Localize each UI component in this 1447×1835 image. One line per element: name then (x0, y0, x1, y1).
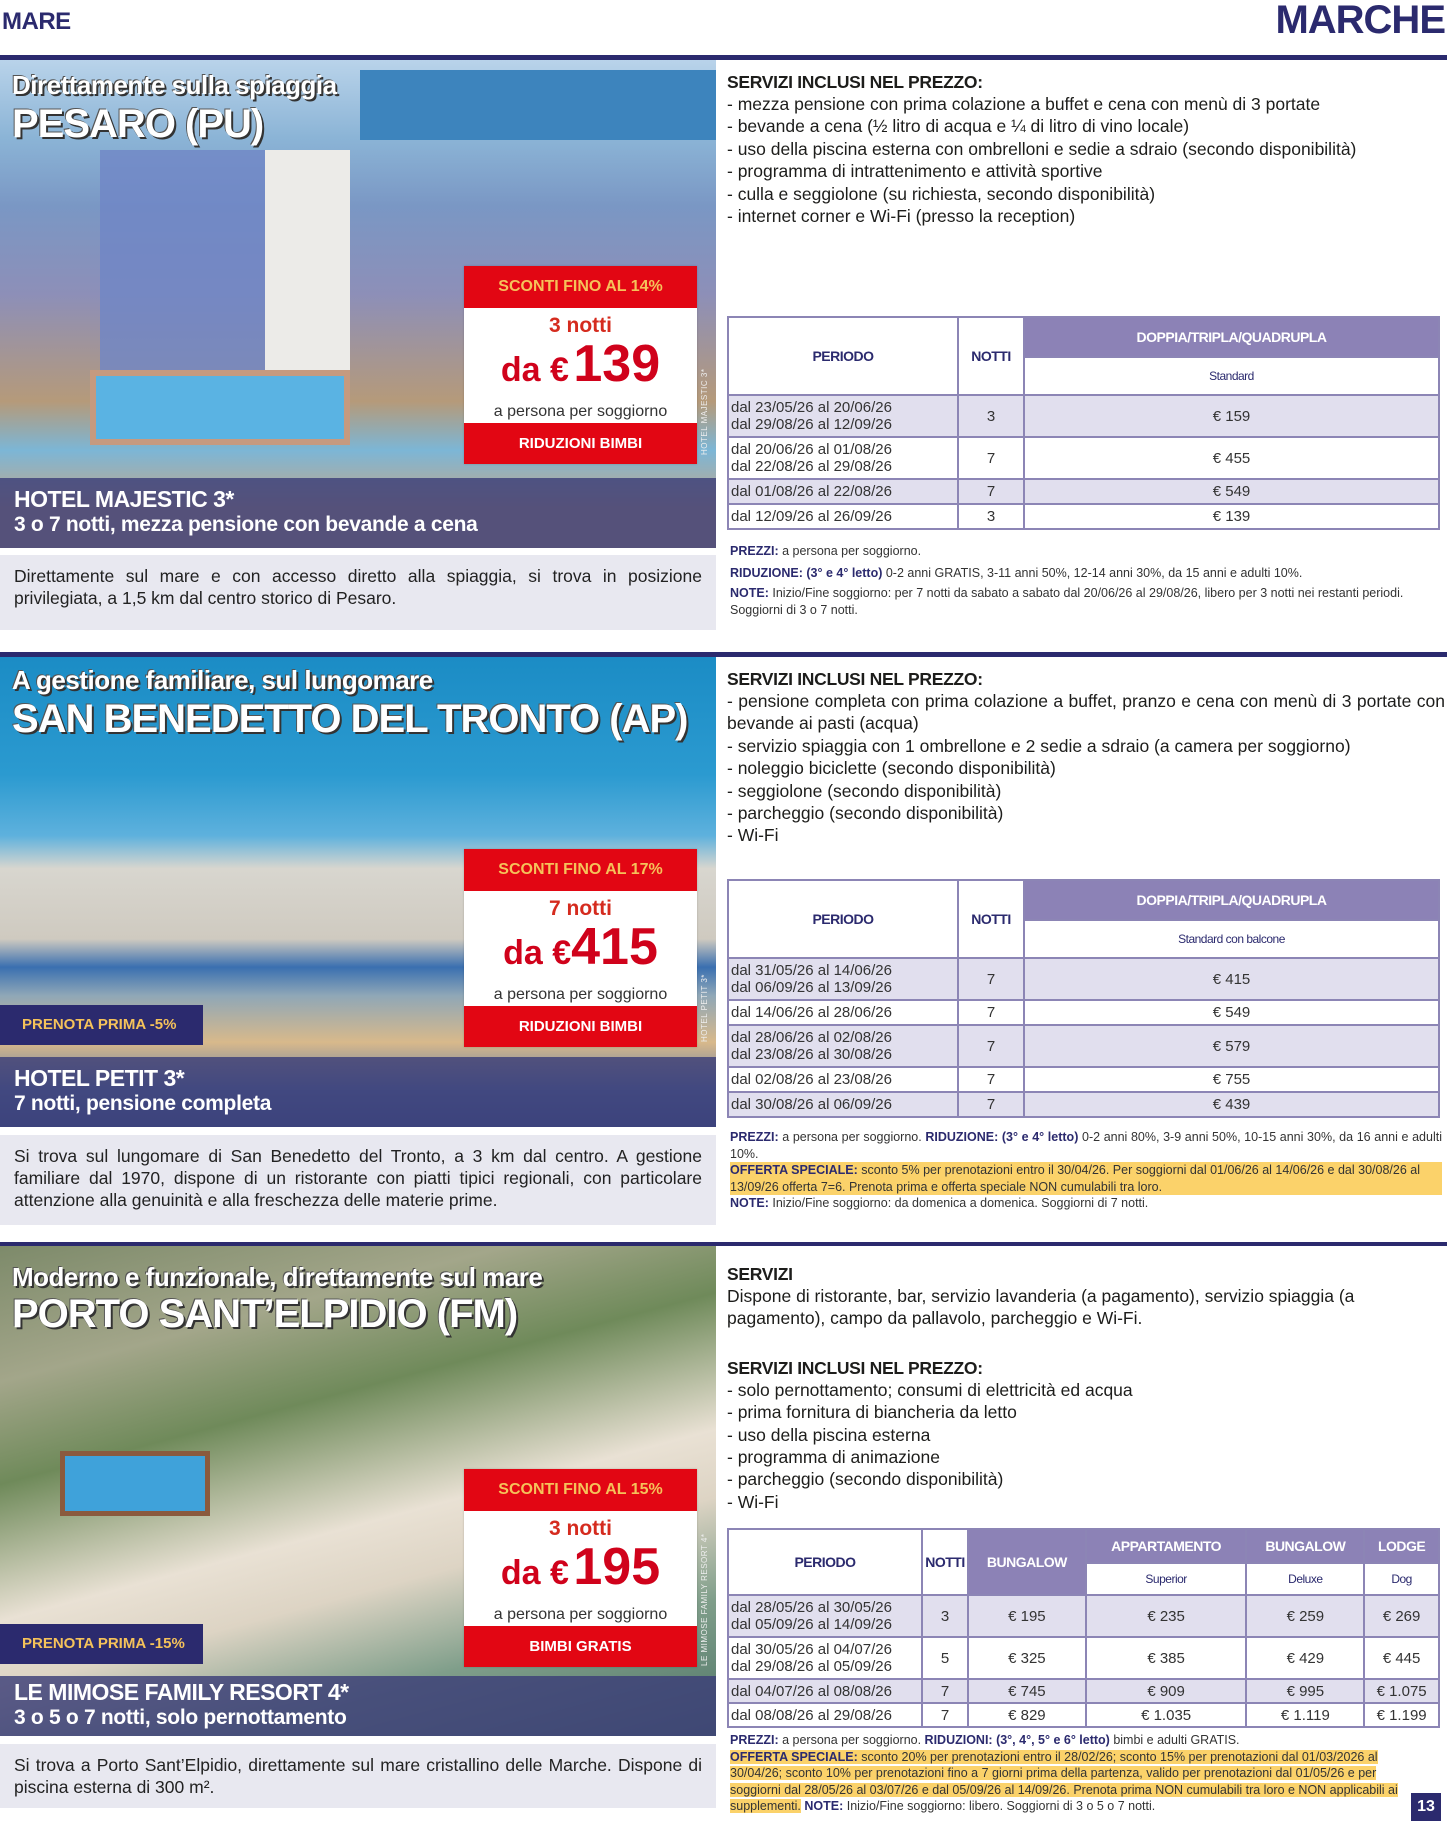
col-room: APPARTAMENTO (1086, 1529, 1247, 1563)
city-title: PORTO SANT’ELPIDIO (FM) (12, 1292, 518, 1336)
discount-label: SCONTI FINO AL 14% (464, 266, 697, 308)
hotel-subtitle: 3 o 7 notti, mezza pensione con bevande a cena (14, 513, 478, 536)
hotel-band (0, 1676, 716, 1736)
table-row: dal 01/08/26 al 22/08/26 7 € 549 (728, 479, 1439, 504)
price-notes: PREZZI: a persona per soggiorno. RIDUZIONE: (3° e 4° letto) 0-2 anni 80%, 3-9 anni 50%, 10-15 anni 30%, da 16 anni e adulti 10%. OFFERTA SPECIALE: sconto 5% per prenotazioni entro il 30/04/26. Per soggiorni dal 01/06/26 al 14/06/26 e dal 30/08/26 al 13/09/26 offerta 7=6. Prenota prima e offerta speciale NON cumulabili tra loro. NOTE: Inizio/Fine soggiorno: da domenica a domenica. Soggiorni di 7 notti. (730, 1130, 1442, 1210)
price-basis: a persona per soggiorno (493, 1606, 668, 1623)
kids-label: RIDUZIONI BIMBI (464, 1006, 697, 1047)
price-basis: a persona per soggiorno (493, 986, 668, 1003)
photo-caption: LE MIMOSE FAMILY RESORT 4* (700, 1533, 709, 1666)
price-notes: PREZZI: a persona per soggiorno. RIDUZIONI: (3°, 4°, 5° e 6° letto) bimbi e adulti GRATIS. OFFERTA SPECIALE: sconto 20% per prenotazioni entro il 28/02/26; sconto 15% per prenotazioni dal 01/03/2026 al 30/04/26; sconto 10% per prenotazioni fino a 7 giorni prima della partenza, valido per prenotazioni dal 01/05/26 e per soggiorni dal 28/05/26 al 03/07/26 e dal 05/09/26 al 14/09/26. Prenota prima NON cumulabili tra loro e NON applicabili ai supplementi. NOTE: Inizio/Fine soggiorno: libero. Soggiorni di 3 o 5 o 7 notti. (730, 1733, 1398, 1813)
hotel-band (0, 478, 716, 548)
city-title: SAN BENEDETTO DEL TRONTO (AP) (12, 697, 688, 741)
service-item: - culla e seggiolone (su richiesta, secondo disponibilità) (727, 183, 1156, 204)
hotel-description: Direttamente sul mare e con accesso diretto alla spiaggia, si trova in posizione privilegiata, a 1,5 km dal centro storico di Pesaro. (0, 555, 716, 630)
hotel-description: Si trova a Porto Sant’Elpidio, direttamente sul mare cristallino delle Marche. Dispone di piscina esterna di 300 m². (0, 1744, 716, 1808)
service-item: - Wi-Fi (727, 825, 779, 846)
services-block (727, 669, 1445, 847)
col-room-sub: Deluxe (1246, 1563, 1364, 1595)
col-room: DOPPIA/TRIPLA/QUADRUPLA (1024, 880, 1439, 920)
tagline: A gestione familiare, sul lungomare (12, 665, 433, 695)
col-room-sub: Superior (1086, 1563, 1247, 1595)
col-room: LODGE (1364, 1529, 1439, 1563)
col-nights: NOTTI (958, 317, 1024, 395)
col-room-sub: Standard (1024, 357, 1439, 395)
col-room-sub: Standard con balcone (1024, 920, 1439, 958)
early-booking-badge: PRENOTA PRIMA -15% (0, 1624, 203, 1664)
col-period: PERIODO (728, 880, 958, 958)
service-item: - bevande a cena (½ litro di acqua e ¼ di litro di vino locale) (727, 116, 1190, 137)
early-booking-badge: PRENOTA PRIMA -5% (0, 1005, 203, 1045)
discount-label: SCONTI FINO AL 15% (464, 1469, 697, 1511)
hotel-photo (0, 60, 716, 548)
kids-label: RIDUZIONI BIMBI (464, 423, 697, 464)
price-from: da € 139 (500, 335, 661, 393)
price-from: da €415 (503, 918, 658, 976)
service-item: - seggiolone (secondo disponibilità) (727, 780, 1002, 801)
hotel-band (0, 1057, 716, 1127)
table-row: dal 28/05/26 al 30/05/26 dal 05/09/26 al 14/09/26 3 € 195 € 235 € 259 € 269 (728, 1595, 1439, 1637)
table-row: dal 30/08/26 al 06/09/26 7 € 439 (728, 1092, 1439, 1117)
price-box (464, 849, 697, 1047)
price-notes: PREZZI: a persona per soggiorno. RIDUZIONE: (3° e 4° letto) 0-2 anni GRATIS, 3-11 anni 50%, 12-14 anni 30%, da 15 anni e adulti 10%. NOTE: Inizio/Fine soggiorno: per 7 notti da sabato a sabato dal 20/06/26 al 29/08/26, libero per 3 notti nei restanti periodi. Soggiorni di 3 o 7 notti. (730, 544, 1404, 617)
special-offer: OFFERTA SPECIALE: sconto 5% per prenotazioni entro il 30/04/26. Per soggiorni dal 01/06/26 al 14/06/26 e dal 30/08/26 al 13/09/26 offerta 7=6. Prenota prima e offerta speciale NON cumulabili tra loro. (730, 1162, 1442, 1195)
services-block (727, 72, 1445, 227)
table-row: dal 12/09/26 al 26/09/26 3 € 139 (728, 504, 1439, 529)
table-row: dal 20/06/26 al 01/08/26 dal 22/08/26 al 29/08/26 7 € 455 (728, 437, 1439, 479)
service-item: - pensione completa con prima colazione a buffet, pranzo e cena con menù di 3 portate con bevande ai pasti (acqua) (727, 691, 1445, 734)
service-item: - solo pernottamento; consumi di elettricità ed acqua (727, 1379, 1133, 1400)
special-offer: OFFERTA SPECIALE: sconto 20% per prenotazioni entro il 28/02/26; sconto 15% per prenotazioni dal 01/03/2026 al 30/04/26; sconto 10% per prenotazioni fino a 7 giorni prima della partenza, valido per prenotazioni dal 01/05/26 e per soggiorni dal 28/05/26 al 03/07/26 e dal 05/09/26 al 14/09/26. Prenota prima NON cumulabili tra loro e NON applicabili ai supplementi. (730, 1749, 1398, 1813)
service-item: - internet corner e Wi-Fi (presso la reception) (727, 206, 1076, 227)
col-room-sub: Dog (1364, 1563, 1439, 1595)
page-header (0, 0, 1447, 60)
offer-pesaro (0, 60, 1447, 635)
hotel-subtitle: 3 o 5 o 7 notti, solo pernottamento (14, 1706, 347, 1729)
service-item: - uso della piscina esterna (727, 1424, 931, 1445)
col-period: PERIODO (728, 317, 958, 395)
category-label: MARE (2, 8, 71, 35)
price-table (727, 316, 1440, 530)
price-basis: a persona per soggiorno (493, 403, 668, 420)
page-number: 13 (1411, 1793, 1441, 1821)
services-title: SERVIZI INCLUSI NEL PREZZO: (727, 1357, 983, 1378)
nights-label: 3 notti (549, 1517, 612, 1540)
nights-label: 7 notti (549, 897, 612, 920)
service-item: - servizio spiaggia con 1 ombrellone e 2 sedie a sdraio (a camera per soggiorno) (727, 735, 1351, 756)
service-item: - prima fornitura di biancheria da letto (727, 1402, 1017, 1423)
hotel-description: Si trova sul lungomare di San Benedetto del Tronto, a 3 km dal centro. A gestione familiare dal 1970, dispone di un ristorante con piatti tipici regionali, con particolare attenzione alla genuinità e alla freschezza delle materie prime. (0, 1135, 716, 1225)
kids-label: BIMBI GRATIS (464, 1626, 697, 1667)
service-item: - programma di intrattenimento e attività sportive (727, 161, 1103, 182)
service-item: - noleggio biciclette (secondo disponibilità) (727, 758, 1056, 779)
services-block (727, 1264, 1445, 1513)
service-item: - uso della piscina esterna con ombrelloni e sedie a sdraio (secondo disponibilità) (727, 138, 1357, 159)
nights-label: 3 notti (549, 314, 612, 337)
table-row: dal 28/06/26 al 02/08/26 dal 23/08/26 al 30/08/26 7 € 579 (728, 1025, 1439, 1067)
tagline: Moderno e funzionale, direttamente sul mare (12, 1262, 543, 1292)
hotel-subtitle: 7 notti, pensione completa (14, 1092, 272, 1115)
col-nights: NOTTI (958, 880, 1024, 958)
service-item: - Wi-Fi (727, 1491, 779, 1512)
service-item: - mezza pensione con prima colazione a buffet e cena con menù di 3 portate (727, 94, 1321, 114)
table-row: dal 14/06/26 al 28/06/26 7 € 549 (728, 1000, 1439, 1025)
col-room: DOPPIA/TRIPLA/QUADRUPLA (1024, 317, 1439, 357)
hotel-photo (0, 1246, 716, 1736)
col-period: PERIODO (728, 1529, 922, 1595)
services-title: SERVIZI INCLUSI NEL PREZZO: (727, 72, 983, 92)
service-item: - programma di animazione (727, 1447, 941, 1468)
region-title: MARCHE (1275, 0, 1445, 42)
col-room: BUNGALOW (1246, 1529, 1364, 1563)
offer-porto-sant-elpidio (0, 1246, 1447, 1835)
servizi-title: SERVIZI (727, 1264, 793, 1284)
hotel-name: LE MIMOSE FAMILY RESORT 4* (14, 1679, 349, 1705)
hotel-photo (0, 657, 716, 1127)
table-row: dal 08/08/26 al 29/08/26 7 € 829 € 1.035 € 1.119 € 1.199 (728, 1703, 1439, 1727)
services-title: SERVIZI INCLUSI NEL PREZZO: (727, 669, 983, 689)
offer-san-benedetto (0, 657, 1447, 1232)
price-table (727, 879, 1440, 1118)
city-title: PESARO (PU) (12, 102, 264, 146)
table-row: dal 31/05/26 al 14/06/26 dal 06/09/26 al 13/09/26 7 € 415 (728, 958, 1439, 1000)
price-box (464, 1469, 697, 1667)
price-box (464, 266, 697, 464)
price-from: da € 195 (500, 1538, 661, 1596)
hotel-name: HOTEL MAJESTIC 3* (14, 486, 234, 512)
photo-caption: HOTEL MAJESTIC 3* (700, 368, 709, 455)
price-table (727, 1528, 1440, 1728)
service-item: - parcheggio (secondo disponibilità) (727, 1469, 1004, 1490)
hotel-name: HOTEL PETIT 3* (14, 1065, 185, 1091)
tagline: Direttamente sulla spiaggia (12, 70, 337, 100)
col-nights: NOTTI (922, 1529, 968, 1595)
service-item: - parcheggio (secondo disponibilità) (727, 803, 1004, 824)
col-room: BUNGALOW (968, 1529, 1086, 1595)
table-row: dal 23/05/26 al 20/06/26 dal 29/08/26 al 12/09/26 3 € 159 (728, 395, 1439, 437)
photo-caption: HOTEL PETIT 3* (700, 974, 709, 1042)
table-row: dal 04/07/26 al 08/08/26 7 € 745 € 909 € 995 € 1.075 (728, 1679, 1439, 1703)
discount-label: SCONTI FINO AL 17% (464, 849, 697, 891)
table-row: dal 02/08/26 al 23/08/26 7 € 755 (728, 1067, 1439, 1092)
table-row: dal 30/05/26 al 04/07/26 dal 29/08/26 al 05/09/26 5 € 325 € 385 € 429 € 445 (728, 1637, 1439, 1679)
servizi-text: Dispone di ristorante, bar, servizio lavanderia (a pagamento), servizio spiaggia (a pagamento), campo da pallavolo, parcheggio e Wi-Fi. (727, 1286, 1355, 1329)
